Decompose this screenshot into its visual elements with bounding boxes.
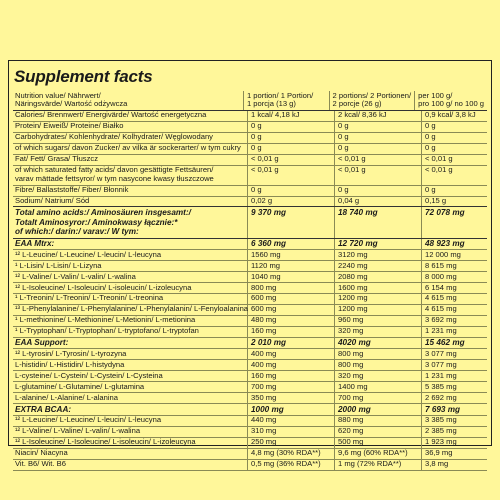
- cell-text: ¹ L-methionine/ L-Methionine/ L-Metionin/ L-metionina: [15, 315, 196, 325]
- table-row: [13, 449, 487, 460]
- value-cell: [422, 360, 487, 370]
- cell-text: 48 923 mg: [425, 239, 465, 248]
- value-cell: [335, 283, 422, 293]
- value-cell: [335, 349, 422, 359]
- nutrient-label-cell: [13, 261, 248, 271]
- nutrient-label-cell: [13, 449, 248, 459]
- cell-text: ¹² L-Leucine/ L-Leucine/ L-leucin/ L-leucyna: [15, 249, 162, 259]
- value-cell: [335, 197, 422, 207]
- cell-text: Näringsvärde/ Wartość odżywcza: [15, 99, 128, 109]
- value-cell: [330, 91, 416, 110]
- value-cell: [248, 371, 335, 381]
- table-row: [13, 327, 487, 338]
- cell-text: 0,9 kcal/ 3,8 kJ: [425, 110, 476, 120]
- cell-text: EAA Support:: [15, 338, 69, 348]
- cell-text: 960 mg: [338, 315, 364, 325]
- cell-text: < 0,01 g: [425, 154, 453, 164]
- cell-text: 1120 mg: [251, 260, 280, 270]
- table-row: [13, 144, 487, 155]
- cell-text: Protein/ Eiweiß/ Proteine/ Białko: [15, 121, 124, 131]
- cell-text: 0,5 mg (36% RDA**): [251, 459, 321, 469]
- cell-text: L-alanine/ L-Alanine/ L-alanina: [15, 392, 119, 402]
- cell-text: varav mättade fettsyror/ w tym nasycone kwasy tłuszczowe: [15, 174, 214, 184]
- value-cell: [248, 166, 335, 185]
- cell-text: 1 kcal/ 4,18 kJ: [251, 110, 300, 120]
- cell-text: 800 mg: [338, 348, 364, 358]
- value-cell: [335, 294, 422, 304]
- value-cell: [422, 427, 487, 437]
- value-cell: [422, 283, 487, 293]
- cell-text: 0 g: [251, 143, 262, 153]
- value-cell: [248, 360, 335, 370]
- cell-text: 800 mg: [338, 359, 364, 369]
- cell-text: ¹² L-Leucine/ L-Leucine/ L-leucin/ L-leucyna: [15, 415, 162, 425]
- value-cell: [335, 427, 422, 437]
- table-row: [13, 186, 487, 197]
- value-cell: [248, 239, 335, 250]
- nutrient-label-cell: [13, 207, 248, 237]
- value-cell: [248, 197, 335, 207]
- cell-text: 880 mg: [338, 415, 364, 425]
- cell-text: ¹ L-Tryptophan/ L-Tryptophan/ L-tryptofano/ L-tryptofan: [15, 326, 199, 336]
- cell-text: 700 mg: [251, 381, 277, 391]
- value-cell: [335, 371, 422, 381]
- value-cell: [422, 261, 487, 271]
- value-cell: [248, 327, 335, 337]
- cell-text: 1 231 mg: [425, 370, 457, 380]
- nutrient-label-cell: [13, 239, 248, 250]
- table-row: [13, 460, 487, 471]
- table-row: [13, 393, 487, 404]
- value-cell: [248, 316, 335, 326]
- cell-text: < 0,01 g: [338, 165, 366, 175]
- value-cell: [248, 349, 335, 359]
- cell-text: 9,6 mg (60% RDA**): [338, 448, 408, 458]
- cell-text: of which sugars/ davon Zucker/ av vilka är sockerarter/ w tym cukry: [15, 143, 241, 153]
- value-cell: [248, 338, 335, 349]
- value-cell: [422, 272, 487, 282]
- cell-text: ¹² L-tyrosin/ L-Tyrosin/ L-tyrozyna: [15, 348, 127, 358]
- nutrient-label-cell: [13, 316, 248, 326]
- cell-text: 36,9 mg: [425, 448, 453, 458]
- value-cell: [422, 186, 487, 196]
- cell-text: Fat/ Fett/ Grasa/ Tłuszcz: [15, 154, 98, 164]
- cell-text: Total amino acids:/ Aminosäuren insgesamt:/: [15, 207, 191, 217]
- value-cell: [248, 404, 335, 415]
- value-cell: [335, 305, 422, 315]
- value-cell: [422, 122, 487, 132]
- nutrient-label-cell: [13, 404, 248, 415]
- table-row: [13, 207, 487, 238]
- cell-text: 9 370 mg: [251, 207, 287, 217]
- cell-text: 1400 mg: [338, 381, 368, 391]
- value-cell: [335, 327, 422, 337]
- value-cell: [335, 261, 422, 271]
- value-cell: [422, 111, 487, 121]
- cell-text: 250 mg: [251, 437, 277, 447]
- cell-text: 600 mg: [251, 293, 277, 303]
- value-cell: [248, 416, 335, 426]
- cell-text: < 0,01 g: [425, 165, 453, 175]
- cell-text: pro 100 g/ no 100 g: [418, 99, 485, 109]
- table-row: [13, 91, 487, 111]
- cell-text: 2 010 mg: [251, 338, 287, 348]
- table-row: [13, 305, 487, 316]
- cell-text: 1560 mg: [251, 249, 281, 259]
- value-cell: [335, 460, 422, 470]
- cell-text: 0 g: [425, 132, 436, 142]
- cell-text: 3 692 mg: [425, 315, 457, 325]
- table-row: [13, 360, 487, 371]
- table-row: [13, 404, 487, 416]
- value-cell: [248, 144, 335, 154]
- nutrient-label-cell: [13, 416, 248, 426]
- value-cell: [422, 460, 487, 470]
- value-cell: [335, 360, 422, 370]
- table-row: [13, 349, 487, 360]
- value-cell: [422, 250, 487, 260]
- nutrient-label-cell: [13, 133, 248, 143]
- table-row: [13, 197, 487, 208]
- cell-text: 440 mg: [251, 415, 277, 425]
- value-cell: [422, 382, 487, 392]
- cell-text: 160 mg: [251, 370, 277, 380]
- value-cell: [335, 239, 422, 250]
- cell-text: Calories/ Brennwert/ Energivärde/ Wartość energetyczna: [15, 110, 207, 120]
- nutrient-label-cell: [13, 371, 248, 381]
- cell-text: 2000 mg: [338, 404, 371, 414]
- cell-text: 2080 mg: [338, 271, 368, 281]
- cell-text: 0,02 g: [251, 196, 273, 206]
- cell-text: 320 mg: [338, 370, 364, 380]
- cell-text: 15 462 mg: [425, 338, 465, 348]
- table-row: [13, 133, 487, 144]
- cell-text: 0 g: [251, 185, 262, 195]
- nutrient-label-cell: [13, 250, 248, 260]
- value-cell: [248, 111, 335, 121]
- nutrient-label-cell: [13, 438, 248, 448]
- cell-text: 0 g: [425, 121, 436, 131]
- cell-text: Vit. B6/ Wit. B6: [15, 459, 66, 469]
- value-cell: [422, 438, 487, 448]
- value-cell: [422, 197, 487, 207]
- cell-text: 0 g: [338, 185, 349, 195]
- value-cell: [422, 371, 487, 381]
- table-row: [13, 382, 487, 393]
- cell-text: 6 154 mg: [425, 282, 457, 292]
- value-cell: [248, 250, 335, 260]
- cell-text: 1 923 mg: [425, 437, 457, 447]
- value-cell: [422, 144, 487, 154]
- value-cell: [422, 393, 487, 403]
- cell-text: 1000 mg: [251, 404, 284, 414]
- cell-text: 3 077 mg: [425, 348, 457, 358]
- value-cell: [248, 283, 335, 293]
- cell-text: 5 385 mg: [425, 381, 457, 391]
- table-row: [13, 371, 487, 382]
- table-row: [13, 261, 487, 272]
- nutrient-label-cell: [13, 427, 248, 437]
- cell-text: 700 mg: [338, 392, 364, 402]
- nutrient-label-cell: [13, 305, 248, 315]
- value-cell: [422, 404, 487, 415]
- value-cell: [422, 349, 487, 359]
- cell-text: 4,8 mg (30% RDA**): [251, 448, 321, 458]
- value-cell: [248, 155, 335, 165]
- value-cell: [415, 91, 487, 110]
- value-cell: [248, 460, 335, 470]
- cell-text: 3 077 mg: [425, 359, 457, 369]
- cell-text: 8 615 mg: [425, 260, 457, 270]
- cell-text: ¹ L-Lisin/ L-Lisin/ L-Lizyna: [15, 260, 102, 270]
- cell-text: Totalt Aminosyror:/ Aminokwasy łącznie:*: [15, 217, 178, 227]
- table-row: [13, 250, 487, 261]
- cell-text: ¹² L-Isoleucine/ L-Isoleucin/ L-isoleucin/ L-izoleucyna: [15, 282, 192, 292]
- nutrient-label-cell: [13, 460, 248, 470]
- value-cell: [335, 449, 422, 459]
- cell-text: 320 mg: [338, 326, 364, 336]
- nutrient-label-cell: [13, 111, 248, 121]
- supplement-facts-panel: [8, 60, 492, 469]
- cell-text: ¹³ L-Phenylalanine/ L-Phenylalanine/ L-Phenylalanin/ L-Fenyloalanina: [15, 304, 249, 314]
- value-cell: [335, 382, 422, 392]
- cell-text: 4 615 mg: [425, 304, 457, 314]
- cell-text: 4020 mg: [338, 338, 371, 348]
- nutrient-label-cell: [13, 186, 248, 196]
- value-cell: [248, 305, 335, 315]
- cell-text: EXTRA BCAA:: [15, 404, 72, 414]
- nutrient-label-cell: [13, 349, 248, 359]
- value-cell: [335, 144, 422, 154]
- value-cell: [244, 91, 330, 110]
- cell-text: 3,8 mg: [425, 459, 449, 469]
- nutrient-label-cell: [13, 197, 248, 207]
- value-cell: [248, 294, 335, 304]
- cell-text: 0 g: [425, 143, 436, 153]
- facts-table: [13, 91, 487, 471]
- cell-text: ¹² L-Isoleucine/ L-Isoleucine/ L-isoleucin/ L-izoleucyna: [15, 437, 196, 447]
- table-row: [13, 316, 487, 327]
- cell-text: 1 mg (72% RDA**): [338, 459, 402, 469]
- cell-text: 0 g: [338, 121, 349, 131]
- cell-text: 500 mg: [338, 437, 364, 447]
- cell-text: 2 692 mg: [425, 392, 457, 402]
- cell-text: Fibre/ Ballaststoffe/ Fiber/ Błonnik: [15, 185, 129, 195]
- value-cell: [248, 449, 335, 459]
- cell-text: 12 720 mg: [338, 239, 378, 248]
- cell-text: 0 g: [251, 121, 262, 131]
- cell-text: L-cysteine/ L-Cystein/ L-Cystein/ L-Cysteina: [15, 370, 163, 380]
- value-cell: [422, 207, 487, 237]
- nutrient-label-cell: [13, 91, 244, 110]
- value-cell: [335, 207, 422, 237]
- cell-text: < 0,01 g: [251, 154, 279, 164]
- cell-text: < 0,01 g: [338, 154, 366, 164]
- value-cell: [248, 122, 335, 132]
- cell-text: 1040 mg: [251, 271, 281, 281]
- cell-text: ¹ L-Treonin/ L-Treonin/ L-Treonin/ L-treonina: [15, 293, 164, 303]
- value-cell: [335, 186, 422, 196]
- value-cell: [335, 111, 422, 121]
- value-cell: [335, 404, 422, 415]
- value-cell: [248, 272, 335, 282]
- value-cell: [335, 338, 422, 349]
- nutrient-label-cell: [13, 294, 248, 304]
- cell-text: L-histidin/ L-Histidin/ L-histydyna: [15, 359, 125, 369]
- table-row: [13, 338, 487, 350]
- cell-text: 6 360 mg: [251, 239, 287, 248]
- value-cell: [248, 133, 335, 143]
- value-cell: [422, 327, 487, 337]
- value-cell: [422, 449, 487, 459]
- value-cell: [422, 133, 487, 143]
- cell-text: ¹² L-Valine/ L-Valine/ L-valin/ L-walina: [15, 426, 141, 436]
- cell-text: 0 g: [425, 185, 436, 195]
- cell-text: Carbohydrates/ Kohlenhydrate/ Kolhydrater/ Węglowodany: [15, 132, 213, 142]
- cell-text: 1 porcja (13 g): [246, 99, 296, 109]
- value-cell: [422, 294, 487, 304]
- value-cell: [422, 338, 487, 349]
- cell-text: 160 mg: [251, 326, 277, 336]
- nutrient-label-cell: [13, 272, 248, 282]
- value-cell: [422, 416, 487, 426]
- cell-text: EAA Mtrx:: [15, 239, 55, 248]
- table-row: [13, 155, 487, 166]
- nutrient-label-cell: [13, 393, 248, 403]
- cell-text: < 0,01 g: [251, 165, 279, 175]
- cell-text: 2240 mg: [338, 260, 368, 270]
- value-cell: [335, 155, 422, 165]
- cell-text: 2 porcje (26 g): [332, 99, 382, 109]
- panel-title: Supplement facts: [14, 67, 153, 86]
- cell-text: 0 g: [338, 132, 349, 142]
- cell-text: 1200 mg: [338, 293, 368, 303]
- value-cell: [422, 155, 487, 165]
- cell-text: 1200 mg: [338, 304, 368, 314]
- value-cell: [335, 393, 422, 403]
- table-row: [13, 294, 487, 305]
- cell-text: L-glutamine/ L-Glutamine/ L-glutamina: [15, 381, 145, 391]
- cell-text: 400 mg: [251, 359, 277, 369]
- table-row: [13, 427, 487, 438]
- cell-text: 4 615 mg: [425, 293, 457, 303]
- nutrient-label-cell: [13, 155, 248, 165]
- cell-text: ¹² L-Valine/ L-Valin/ L-valin/ L-walina: [15, 271, 136, 281]
- nutrient-label-cell: [13, 122, 248, 132]
- cell-text: 600 mg: [251, 304, 277, 314]
- nutrient-label-cell: [13, 283, 248, 293]
- cell-text: 72 078 mg: [425, 207, 465, 217]
- value-cell: [248, 207, 335, 237]
- cell-text: 8 000 mg: [425, 271, 457, 281]
- value-cell: [248, 186, 335, 196]
- value-cell: [335, 166, 422, 185]
- table-row: [13, 239, 487, 251]
- cell-text: Niacin/ Niacyna: [15, 448, 68, 458]
- value-cell: [248, 261, 335, 271]
- nutrient-label-cell: [13, 338, 248, 349]
- cell-text: 7 693 mg: [425, 404, 461, 414]
- value-cell: [422, 166, 487, 185]
- cell-text: 0,04 g: [338, 196, 360, 206]
- cell-text: 1600 mg: [338, 282, 368, 292]
- value-cell: [335, 416, 422, 426]
- value-cell: [335, 250, 422, 260]
- table-row: [13, 416, 487, 427]
- cell-text: 0 g: [338, 143, 349, 153]
- value-cell: [335, 133, 422, 143]
- value-cell: [248, 427, 335, 437]
- value-cell: [335, 122, 422, 132]
- cell-text: 480 mg: [251, 315, 277, 325]
- table-row: [13, 111, 487, 122]
- value-cell: [248, 438, 335, 448]
- cell-text: 12 000 mg: [425, 249, 461, 259]
- table-row: [13, 122, 487, 133]
- table-row: [13, 438, 487, 449]
- cell-text: 2 kcal/ 8,36 kJ: [338, 110, 387, 120]
- cell-text: 2 portions/ 2 Portionen/: [332, 90, 412, 100]
- nutrient-label-cell: [13, 166, 248, 185]
- cell-text: 0,15 g: [425, 196, 447, 206]
- cell-text: 18 740 mg: [338, 207, 378, 217]
- cell-text: Nutrition value/ Nährwert/: [15, 90, 101, 100]
- cell-text: 350 mg: [251, 392, 277, 402]
- cell-text: 800 mg: [251, 282, 277, 292]
- value-cell: [422, 239, 487, 250]
- cell-text: 3 385 mg: [425, 415, 457, 425]
- nutrient-label-cell: [13, 360, 248, 370]
- table-row: [13, 166, 487, 186]
- cell-text: per 100 g/: [418, 90, 453, 100]
- cell-text: 0 g: [251, 132, 262, 142]
- cell-text: of which saturated fatty acids/ davon gesättigte Fettsäuren/: [15, 165, 214, 175]
- cell-text: 1 portion/ 1 Portion/: [246, 90, 314, 100]
- table-row: [13, 272, 487, 283]
- nutrient-label-cell: [13, 144, 248, 154]
- cell-text: Sodium/ Natrium/ Sód: [15, 196, 90, 206]
- table-row: [13, 283, 487, 294]
- nutrient-label-cell: [13, 382, 248, 392]
- cell-text: 3120 mg: [338, 249, 368, 259]
- cell-text: 620 mg: [338, 426, 364, 436]
- value-cell: [422, 316, 487, 326]
- value-cell: [335, 272, 422, 282]
- cell-text: of which:/ darin:/ varav:/ W tym:: [15, 227, 139, 237]
- value-cell: [248, 382, 335, 392]
- nutrient-label-cell: [13, 327, 248, 337]
- cell-text: 400 mg: [251, 348, 277, 358]
- cell-text: 2 385 mg: [425, 426, 457, 436]
- cell-text: 1 231 mg: [425, 326, 457, 336]
- cell-text: 310 mg: [251, 426, 277, 436]
- value-cell: [248, 393, 335, 403]
- value-cell: [335, 438, 422, 448]
- value-cell: [422, 305, 487, 315]
- value-cell: [335, 316, 422, 326]
